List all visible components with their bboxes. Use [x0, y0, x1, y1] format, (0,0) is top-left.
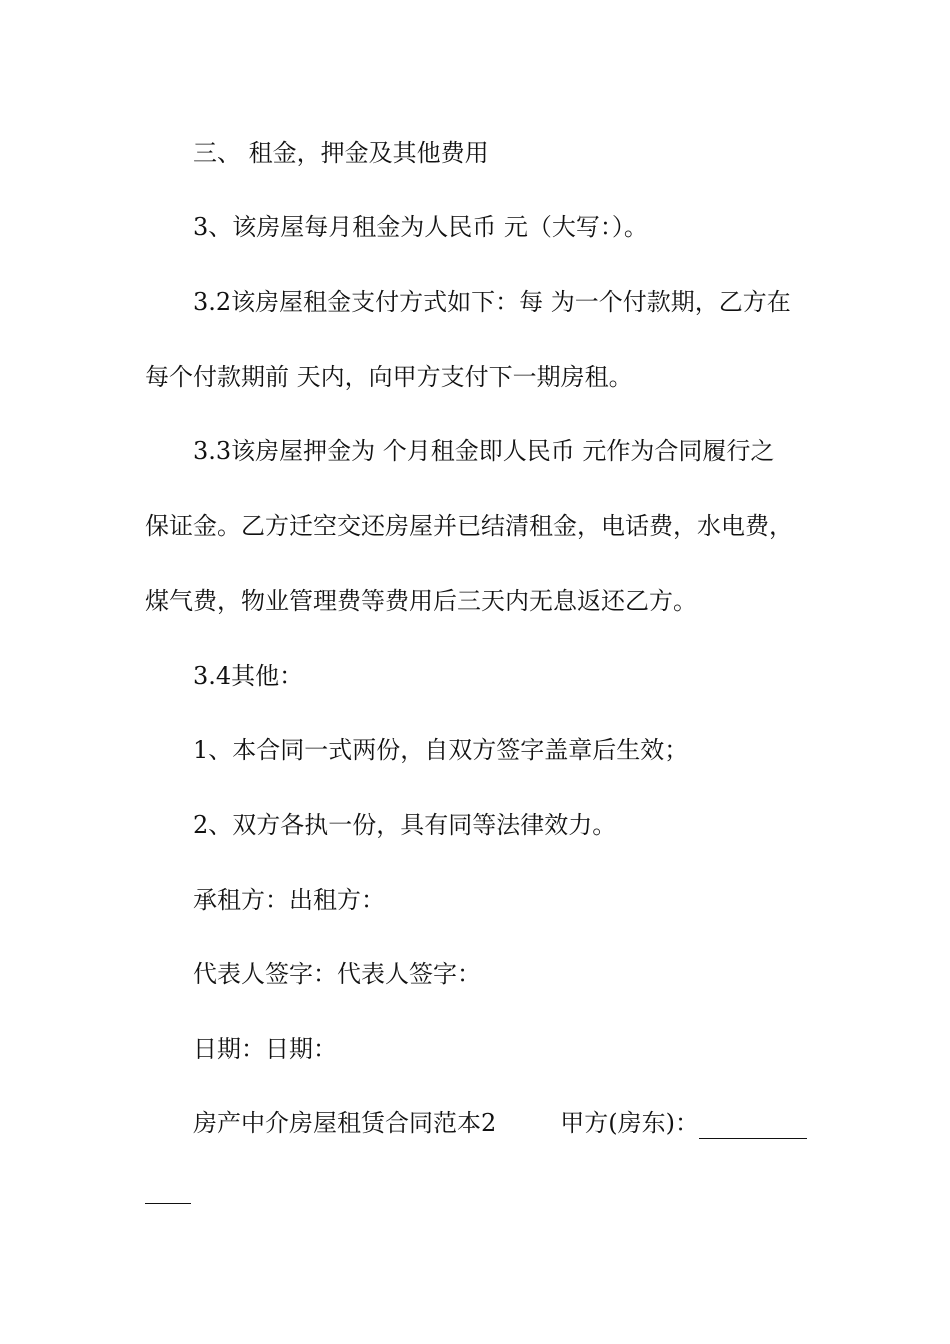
contract-title: 房产中介房屋租赁合同范本2: [193, 1109, 497, 1137]
party-a-blank: [699, 1114, 807, 1139]
paragraph-line: 3.3该房屋押金为 个月租金即人民币 元作为合同履行之: [193, 437, 775, 465]
paragraph-line: 3、该房屋每月租金为人民币 元（大写：）。: [193, 213, 648, 241]
paragraph-line: 保证金。乙方迁空交还房屋并已结清租金，电话费，水电费，: [145, 512, 793, 540]
paragraph-line: 3.2该房屋租金支付方式如下：每 为一个付款期，乙方在: [193, 288, 791, 316]
paragraph-line: 煤气费，物业管理费等费用后三天内无息返还乙方。: [145, 587, 697, 615]
signature-line: 代表人签字：代表人签字：: [193, 960, 481, 988]
signature-parties-line: 承租方：出租方：: [193, 886, 385, 914]
section-heading: 三、 租金，押金及其他费用: [193, 139, 489, 167]
paragraph-line: 2、双方各执一份，具有同等法律效力。: [193, 811, 617, 839]
date-line: 日期：日期：: [193, 1035, 337, 1063]
party-a-field: [560, 1107, 807, 1139]
party-a-label: 甲方(房东)：: [560, 1109, 699, 1137]
paragraph-line: 每个付款期前 天内，向甲方支付下一期房租。: [145, 363, 633, 391]
party-a-blank-continued: [145, 1202, 191, 1204]
paragraph-line: 3.4其他：: [193, 662, 304, 690]
paragraph-line: 1、本合同一式两份，自双方签字盖章后生效；: [193, 736, 689, 764]
contract-title-line: [193, 1107, 807, 1139]
